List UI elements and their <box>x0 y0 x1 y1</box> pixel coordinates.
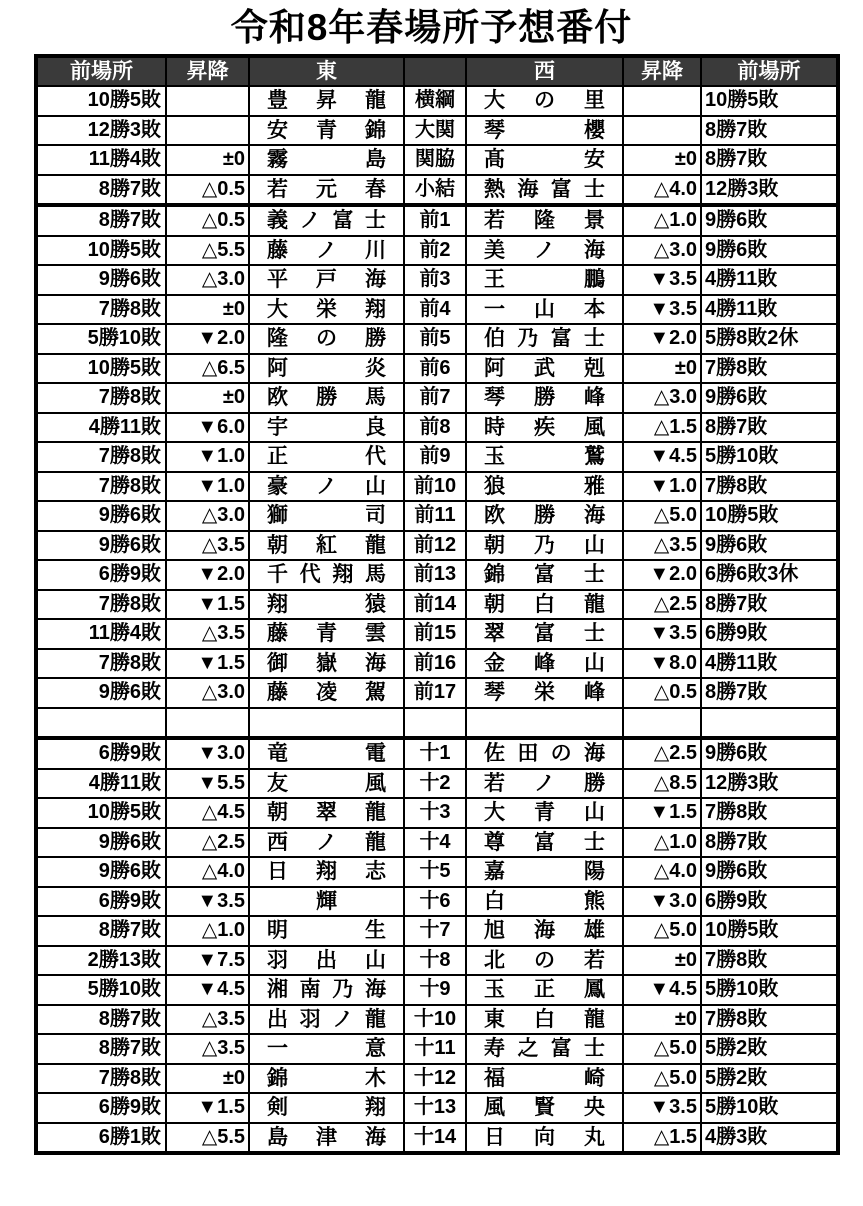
prev-record-east-cell <box>36 708 166 739</box>
prev-record-west-cell: 8勝7敗 <box>701 828 838 858</box>
prev-record-west-cell: 9勝6敗 <box>701 383 838 413</box>
updown-east-cell: ±0 <box>166 1064 249 1094</box>
updown-east-cell: ▼1.5 <box>166 590 249 620</box>
updown-west-cell: ±0 <box>623 354 701 384</box>
prev-record-west-cell: 10勝5敗 <box>701 86 838 116</box>
updown-east-cell: ▼6.0 <box>166 413 249 443</box>
prev-record-west-cell: 5勝8敗2休 <box>701 324 838 354</box>
west-name-cell: 嘉陽 <box>466 857 623 887</box>
table-row <box>36 442 838 472</box>
prev-record-west-cell: 9勝6敗 <box>701 236 838 266</box>
east-name-cell: 藤ノ川 <box>249 236 404 266</box>
table-row <box>36 678 838 708</box>
prev-record-west-cell: 4勝11敗 <box>701 295 838 325</box>
updown-west-cell: ▼8.0 <box>623 649 701 679</box>
east-name-cell: 剣翔 <box>249 1093 404 1123</box>
updown-east-cell: ▼4.5 <box>166 975 249 1005</box>
east-name-cell: 朝紅龍 <box>249 531 404 561</box>
west-name-cell: 琴櫻 <box>466 116 623 146</box>
prev-record-east-cell: 4勝11敗 <box>36 413 166 443</box>
west-name-cell: 錦富士 <box>466 560 623 590</box>
rank-cell: 前6 <box>404 354 466 384</box>
east-name-cell: 一意 <box>249 1034 404 1064</box>
prev-record-east-cell: 7勝8敗 <box>36 383 166 413</box>
east-name-cell: 隆の勝 <box>249 324 404 354</box>
rank-cell: 前7 <box>404 383 466 413</box>
updown-west-cell: ▼2.0 <box>623 560 701 590</box>
updown-west-cell: △0.5 <box>623 678 701 708</box>
west-name-cell: 佐田の海 <box>466 738 623 769</box>
east-name-cell: 獅司 <box>249 501 404 531</box>
east-name-cell: 欧勝馬 <box>249 383 404 413</box>
updown-east-cell: △5.5 <box>166 236 249 266</box>
prev-record-east-cell: 10勝5敗 <box>36 354 166 384</box>
prev-record-west-cell: 4勝11敗 <box>701 649 838 679</box>
updown-west-cell: ▼3.5 <box>623 1093 701 1123</box>
updown-east-cell: △2.5 <box>166 828 249 858</box>
rank-cell: 十10 <box>404 1005 466 1035</box>
east-name-cell: 翔猿 <box>249 590 404 620</box>
prev-record-west-cell: 6勝9敗 <box>701 619 838 649</box>
updown-west-cell: ▼3.5 <box>623 265 701 295</box>
prev-record-west-cell: 7勝8敗 <box>701 472 838 502</box>
table-row <box>36 619 838 649</box>
rank-cell: 前5 <box>404 324 466 354</box>
prev-record-east-cell: 7勝8敗 <box>36 590 166 620</box>
updown-west-cell: △4.0 <box>623 175 701 206</box>
prev-record-west-cell: 9勝6敗 <box>701 738 838 769</box>
updown-west-cell: △1.5 <box>623 413 701 443</box>
east-name-cell: 竜電 <box>249 738 404 769</box>
prev-record-west-cell: 7勝8敗 <box>701 1005 838 1035</box>
west-name-cell: 若隆景 <box>466 205 623 236</box>
east-name-cell: 千代翔馬 <box>249 560 404 590</box>
west-name-cell: 熱海富士 <box>466 175 623 206</box>
updown-east-cell: △3.5 <box>166 1005 249 1035</box>
updown-west-cell: ▼3.5 <box>623 619 701 649</box>
west-name-cell: 福崎 <box>466 1064 623 1094</box>
updown-west-cell: △5.0 <box>623 1034 701 1064</box>
prev-record-east-cell: 8勝7敗 <box>36 175 166 206</box>
west-name-cell: 狼雅 <box>466 472 623 502</box>
updown-west-cell: ▼1.5 <box>623 798 701 828</box>
updown-east-cell: ▼1.5 <box>166 1093 249 1123</box>
header-updown-west: 昇降 <box>623 56 701 86</box>
updown-east-cell: △4.0 <box>166 857 249 887</box>
east-name-cell: 明生 <box>249 916 404 946</box>
updown-west-cell: △2.5 <box>623 590 701 620</box>
table-row <box>36 295 838 325</box>
prev-record-west-cell: 10勝5敗 <box>701 916 838 946</box>
updown-east-cell: △6.5 <box>166 354 249 384</box>
table-row <box>36 1093 838 1123</box>
west-name-cell: 旭海雄 <box>466 916 623 946</box>
rank-cell: 前16 <box>404 649 466 679</box>
table-row <box>36 116 838 146</box>
west-name-cell: 伯乃富士 <box>466 324 623 354</box>
prev-record-west-cell: 10勝5敗 <box>701 501 838 531</box>
updown-west-cell <box>623 708 701 739</box>
updown-east-cell <box>166 116 249 146</box>
table-row <box>36 590 838 620</box>
rank-cell: 前2 <box>404 236 466 266</box>
updown-east-cell <box>166 708 249 739</box>
rank-cell: 十14 <box>404 1123 466 1154</box>
prev-record-east-cell: 8勝7敗 <box>36 1034 166 1064</box>
prev-record-west-cell: 5勝10敗 <box>701 1093 838 1123</box>
prev-record-east-cell: 6勝1敗 <box>36 1123 166 1154</box>
west-name-cell: 金峰山 <box>466 649 623 679</box>
rank-cell: 前17 <box>404 678 466 708</box>
prev-record-east-cell: 5勝10敗 <box>36 975 166 1005</box>
prev-record-east-cell: 11勝4敗 <box>36 145 166 175</box>
updown-west-cell: △5.0 <box>623 916 701 946</box>
east-name-cell: 羽出山 <box>249 946 404 976</box>
prev-record-east-cell: 7勝8敗 <box>36 649 166 679</box>
east-name-cell <box>249 708 404 739</box>
east-name-cell: 日翔志 <box>249 857 404 887</box>
updown-east-cell: ▼1.0 <box>166 472 249 502</box>
east-name-cell: 御嶽海 <box>249 649 404 679</box>
west-name-cell: 玉鷲 <box>466 442 623 472</box>
prev-record-east-cell: 6勝9敗 <box>36 1093 166 1123</box>
east-name-cell: 若元春 <box>249 175 404 206</box>
prev-record-east-cell: 12勝3敗 <box>36 116 166 146</box>
table-row <box>36 383 838 413</box>
west-name-cell: 朝乃山 <box>466 531 623 561</box>
updown-east-cell: ▼3.0 <box>166 738 249 769</box>
rank-cell: 前12 <box>404 531 466 561</box>
prev-record-east-cell: 5勝10敗 <box>36 324 166 354</box>
west-name-cell: 白熊 <box>466 887 623 917</box>
updown-west-cell: △3.0 <box>623 236 701 266</box>
prev-record-west-cell: 8勝7敗 <box>701 116 838 146</box>
updown-east-cell: ▼5.5 <box>166 769 249 799</box>
prev-record-east-cell: 9勝6敗 <box>36 828 166 858</box>
prev-record-east-cell: 8勝7敗 <box>36 205 166 236</box>
updown-east-cell: ▼2.0 <box>166 324 249 354</box>
prev-record-east-cell: 6勝9敗 <box>36 887 166 917</box>
east-name-cell: 西ノ龍 <box>249 828 404 858</box>
east-name-cell: 錦木 <box>249 1064 404 1094</box>
updown-west-cell: △1.0 <box>623 205 701 236</box>
east-name-cell: 輝 <box>249 887 404 917</box>
prev-record-west-cell: 8勝7敗 <box>701 590 838 620</box>
east-name-cell: 霧島 <box>249 145 404 175</box>
table-row <box>36 769 838 799</box>
prev-record-west-cell: 7勝8敗 <box>701 798 838 828</box>
prev-record-west-cell: 5勝10敗 <box>701 975 838 1005</box>
table-row <box>36 560 838 590</box>
updown-east-cell: △3.5 <box>166 619 249 649</box>
prev-record-east-cell: 10勝5敗 <box>36 86 166 116</box>
prev-record-west-cell: 9勝6敗 <box>701 857 838 887</box>
west-name-cell: 髙安 <box>466 145 623 175</box>
prev-record-west-cell: 7勝8敗 <box>701 354 838 384</box>
header-row <box>36 56 838 86</box>
updown-west-cell: ▼3.5 <box>623 295 701 325</box>
west-name-cell: 玉正鳳 <box>466 975 623 1005</box>
table-row <box>36 857 838 887</box>
header-prev-east: 前場所 <box>36 56 166 86</box>
updown-east-cell: △3.0 <box>166 678 249 708</box>
table-row <box>36 413 838 443</box>
east-name-cell: 朝翠龍 <box>249 798 404 828</box>
updown-east-cell: ▼1.5 <box>166 649 249 679</box>
prev-record-west-cell: 12勝3敗 <box>701 769 838 799</box>
west-name-cell: 翠富士 <box>466 619 623 649</box>
east-name-cell: 島津海 <box>249 1123 404 1154</box>
table-row <box>36 472 838 502</box>
rank-cell: 十11 <box>404 1034 466 1064</box>
updown-west-cell: ▼3.0 <box>623 887 701 917</box>
prev-record-east-cell: 9勝6敗 <box>36 501 166 531</box>
rank-cell: 十1 <box>404 738 466 769</box>
west-name-cell: 一山本 <box>466 295 623 325</box>
prev-record-east-cell: 9勝6敗 <box>36 678 166 708</box>
table-row <box>36 828 838 858</box>
updown-west-cell: △5.0 <box>623 1064 701 1094</box>
rank-cell: 大関 <box>404 116 466 146</box>
updown-west-cell: ±0 <box>623 145 701 175</box>
table-row <box>36 887 838 917</box>
prev-record-west-cell: 5勝10敗 <box>701 442 838 472</box>
west-name-cell: 尊富士 <box>466 828 623 858</box>
prev-record-west-cell: 5勝2敗 <box>701 1064 838 1094</box>
west-name-cell: 朝白龍 <box>466 590 623 620</box>
east-name-cell: 安青錦 <box>249 116 404 146</box>
prev-record-east-cell: 9勝6敗 <box>36 265 166 295</box>
updown-west-cell: ▼4.5 <box>623 442 701 472</box>
west-name-cell: 大青山 <box>466 798 623 828</box>
west-name-cell <box>466 708 623 739</box>
prev-record-west-cell: 8勝7敗 <box>701 145 838 175</box>
west-name-cell: 東白龍 <box>466 1005 623 1035</box>
prev-record-east-cell: 4勝11敗 <box>36 769 166 799</box>
table-row <box>36 145 838 175</box>
updown-east-cell: △0.5 <box>166 205 249 236</box>
east-name-cell: 藤凌駕 <box>249 678 404 708</box>
prev-record-west-cell: 8勝7敗 <box>701 413 838 443</box>
rank-cell: 十6 <box>404 887 466 917</box>
prev-record-east-cell: 8勝7敗 <box>36 1005 166 1035</box>
west-name-cell: 北の若 <box>466 946 623 976</box>
east-name-cell: 友風 <box>249 769 404 799</box>
rank-cell: 十7 <box>404 916 466 946</box>
east-name-cell: 義ノ富士 <box>249 205 404 236</box>
prev-record-east-cell: 9勝6敗 <box>36 531 166 561</box>
prev-record-east-cell: 10勝5敗 <box>36 798 166 828</box>
updown-east-cell <box>166 86 249 116</box>
updown-west-cell: △8.5 <box>623 769 701 799</box>
east-name-cell: 豊昇龍 <box>249 86 404 116</box>
updown-east-cell: △3.5 <box>166 1034 249 1064</box>
table-row <box>36 86 838 116</box>
east-name-cell: 平戸海 <box>249 265 404 295</box>
east-name-cell: 宇良 <box>249 413 404 443</box>
updown-west-cell: △1.5 <box>623 1123 701 1154</box>
rank-cell: 前4 <box>404 295 466 325</box>
table-row <box>36 175 838 206</box>
table-row <box>36 738 838 769</box>
rank-cell: 前13 <box>404 560 466 590</box>
prev-record-east-cell: 6勝9敗 <box>36 560 166 590</box>
updown-east-cell: ±0 <box>166 383 249 413</box>
prev-record-west-cell: 9勝6敗 <box>701 205 838 236</box>
west-name-cell: 大の里 <box>466 86 623 116</box>
prev-record-east-cell: 7勝8敗 <box>36 1064 166 1094</box>
rank-cell: 関脇 <box>404 145 466 175</box>
east-name-cell: 湘南乃海 <box>249 975 404 1005</box>
east-name-cell: 大栄翔 <box>249 295 404 325</box>
page-title: 令和8年春場所予想番付 <box>230 7 633 48</box>
table-row <box>36 354 838 384</box>
rank-cell: 横綱 <box>404 86 466 116</box>
rank-cell: 小結 <box>404 175 466 206</box>
rank-cell: 十12 <box>404 1064 466 1094</box>
rank-cell: 十5 <box>404 857 466 887</box>
east-name-cell: 藤青雲 <box>249 619 404 649</box>
header-west: 西 <box>466 56 623 86</box>
prev-record-east-cell: 8勝7敗 <box>36 916 166 946</box>
updown-west-cell: ▼4.5 <box>623 975 701 1005</box>
updown-east-cell: △3.5 <box>166 531 249 561</box>
rank-cell: 前10 <box>404 472 466 502</box>
east-name-cell: 阿炎 <box>249 354 404 384</box>
rank-cell: 前8 <box>404 413 466 443</box>
table-row <box>36 916 838 946</box>
updown-west-cell: ▼2.0 <box>623 324 701 354</box>
updown-west-cell: ±0 <box>623 1005 701 1035</box>
table-row <box>36 1064 838 1094</box>
updown-east-cell: △5.5 <box>166 1123 249 1154</box>
prev-record-west-cell <box>701 708 838 739</box>
prev-record-east-cell: 7勝8敗 <box>36 472 166 502</box>
west-name-cell: 時疾風 <box>466 413 623 443</box>
west-name-cell: 若ノ勝 <box>466 769 623 799</box>
west-name-cell: 美ノ海 <box>466 236 623 266</box>
rank-cell: 前9 <box>404 442 466 472</box>
west-name-cell: 日向丸 <box>466 1123 623 1154</box>
prev-record-west-cell: 6勝9敗 <box>701 887 838 917</box>
table-row <box>36 946 838 976</box>
updown-east-cell: ▼7.5 <box>166 946 249 976</box>
rank-cell: 十3 <box>404 798 466 828</box>
updown-west-cell: △3.5 <box>623 531 701 561</box>
updown-east-cell: △1.0 <box>166 916 249 946</box>
table-row <box>36 1123 838 1154</box>
table-row <box>36 265 838 295</box>
prev-record-east-cell: 6勝9敗 <box>36 738 166 769</box>
rank-cell: 前15 <box>404 619 466 649</box>
table-row <box>36 798 838 828</box>
rank-cell: 十8 <box>404 946 466 976</box>
east-name-cell: 正代 <box>249 442 404 472</box>
table-row <box>36 501 838 531</box>
table-row <box>36 1034 838 1064</box>
prev-record-east-cell: 2勝13敗 <box>36 946 166 976</box>
prev-record-east-cell: 10勝5敗 <box>36 236 166 266</box>
prev-record-east-cell: 7勝8敗 <box>36 295 166 325</box>
prev-record-west-cell: 9勝6敗 <box>701 531 838 561</box>
table-row <box>36 324 838 354</box>
updown-east-cell: △4.5 <box>166 798 249 828</box>
rank-cell: 前11 <box>404 501 466 531</box>
updown-west-cell: △5.0 <box>623 501 701 531</box>
west-name-cell: 琴栄峰 <box>466 678 623 708</box>
rank-cell: 前3 <box>404 265 466 295</box>
updown-west-cell: △2.5 <box>623 738 701 769</box>
updown-east-cell: ▼2.0 <box>166 560 249 590</box>
table-row <box>36 236 838 266</box>
updown-east-cell: ±0 <box>166 295 249 325</box>
rank-cell: 十13 <box>404 1093 466 1123</box>
updown-east-cell: ▼1.0 <box>166 442 249 472</box>
west-name-cell: 寿之富士 <box>466 1034 623 1064</box>
rank-cell: 前1 <box>404 205 466 236</box>
updown-west-cell: ▼1.0 <box>623 472 701 502</box>
banzuke-table <box>34 54 840 1155</box>
updown-east-cell: △0.5 <box>166 175 249 206</box>
prev-record-east-cell: 9勝6敗 <box>36 857 166 887</box>
header-prev-west: 前場所 <box>701 56 838 86</box>
east-name-cell: 出羽ノ龍 <box>249 1005 404 1035</box>
updown-east-cell: ±0 <box>166 145 249 175</box>
rank-cell: 十9 <box>404 975 466 1005</box>
prev-record-west-cell: 12勝3敗 <box>701 175 838 206</box>
prev-record-west-cell: 4勝11敗 <box>701 265 838 295</box>
west-name-cell: 阿武剋 <box>466 354 623 384</box>
rank-cell: 十2 <box>404 769 466 799</box>
west-name-cell: 風賢央 <box>466 1093 623 1123</box>
east-name-cell: 豪ノ山 <box>249 472 404 502</box>
prev-record-west-cell: 6勝6敗3休 <box>701 560 838 590</box>
west-name-cell: 欧勝海 <box>466 501 623 531</box>
updown-west-cell <box>623 116 701 146</box>
table-row <box>36 205 838 236</box>
updown-west-cell <box>623 86 701 116</box>
table-row <box>36 975 838 1005</box>
table-row <box>36 649 838 679</box>
header-rank <box>404 56 466 86</box>
banzuke-body <box>36 86 838 1153</box>
prev-record-east-cell: 11勝4敗 <box>36 619 166 649</box>
updown-west-cell: ±0 <box>623 946 701 976</box>
rank-cell: 十4 <box>404 828 466 858</box>
rank-cell: 前14 <box>404 590 466 620</box>
west-name-cell: 琴勝峰 <box>466 383 623 413</box>
updown-east-cell: △3.0 <box>166 265 249 295</box>
prev-record-west-cell: 4勝3敗 <box>701 1123 838 1154</box>
prev-record-east-cell: 7勝8敗 <box>36 442 166 472</box>
updown-west-cell: △3.0 <box>623 383 701 413</box>
prev-record-west-cell: 5勝2敗 <box>701 1034 838 1064</box>
updown-east-cell: ▼3.5 <box>166 887 249 917</box>
table-row <box>36 531 838 561</box>
prev-record-west-cell: 8勝7敗 <box>701 678 838 708</box>
rank-cell <box>404 708 466 739</box>
header-updown-east: 昇降 <box>166 56 249 86</box>
updown-east-cell: △3.0 <box>166 501 249 531</box>
updown-west-cell: △4.0 <box>623 857 701 887</box>
table-row <box>36 708 838 739</box>
table-row <box>36 1005 838 1035</box>
header-east: 東 <box>249 56 404 86</box>
updown-west-cell: △1.0 <box>623 828 701 858</box>
west-name-cell: 王鵬 <box>466 265 623 295</box>
prev-record-west-cell: 7勝8敗 <box>701 946 838 976</box>
